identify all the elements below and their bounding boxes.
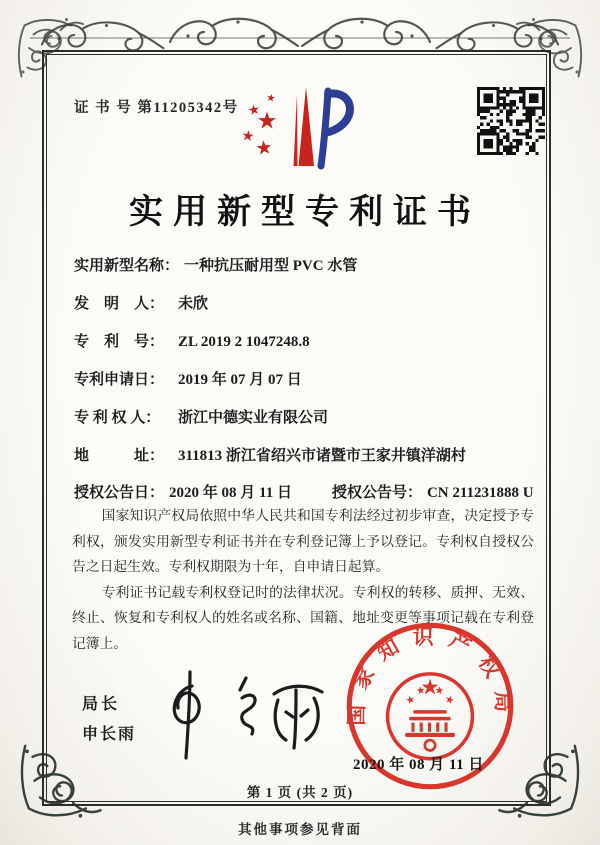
director-signature — [146, 662, 346, 766]
grant-date — [74, 481, 292, 503]
national-emblem-icon — [388, 674, 473, 759]
field-patent-no — [74, 330, 544, 352]
field-name — [74, 254, 544, 276]
field-filing-date — [74, 368, 544, 390]
seal-date: 2020 年 08 月 11 日 — [353, 757, 484, 773]
field-label: 专 利 号： — [74, 334, 165, 350]
field-label: 专利申请日： — [74, 372, 165, 388]
field-value: 2020 年 08 月 11 日 — [169, 485, 292, 501]
back-side-note: 其他事项参见背面 — [238, 822, 362, 837]
field-value: 311813 浙江省绍兴市诸暨市王家井镇洋湖村 — [178, 448, 466, 464]
field-value: 浙江中德实业有限公司 — [178, 410, 329, 426]
field-label: 实用新型名称： — [74, 258, 180, 274]
field-patentee — [74, 406, 544, 428]
legal-paragraph-2: 专利证书记载专利权登记时的法律状况。专利权的转移、质押、无效、终止、恢复和专利权人的姓名或名称、国籍、地址变更等事项记载在专利登记簿上。 — [72, 584, 534, 651]
field-inventor — [74, 292, 544, 314]
certificate-title: 实用新型专利证书 — [129, 194, 481, 231]
director-name: 申长雨 — [82, 726, 137, 743]
field-address — [74, 444, 544, 466]
field-value: ZL 2019 2 1047248.8 — [178, 334, 310, 350]
certificate-number: 证 书 号 第11205342号 — [74, 100, 239, 116]
legal-paragraph-1: 国家知识产权局依照中华人民共和国专利法经过初步审查，决定授予专利权，颁发实用新型专利证书并在专利登记簿上予以登记。专利权自授权公告之日起生效。专利权期限为十年，自申请日起算。 — [72, 508, 534, 574]
field-label: 授权公告日： — [74, 485, 165, 501]
certificate-fields — [74, 254, 544, 519]
field-label: 授权公告号： — [331, 485, 422, 501]
field-label: 发 明 人： — [74, 296, 165, 312]
field-label: 专 利 权 人： — [74, 410, 161, 426]
field-label: 地 址： — [74, 448, 165, 464]
cnipa-logo-icon — [240, 82, 360, 174]
field-value: CN 211231888 U — [426, 485, 534, 501]
director-title: 局长 — [82, 696, 121, 713]
grant-number — [332, 481, 534, 503]
qr-code — [477, 87, 545, 155]
field-value: 未欣 — [178, 296, 209, 312]
field-value: 2019 年 07 月 07 日 — [178, 372, 302, 388]
field-grant — [74, 481, 544, 503]
page-number: 第 1 页 (共 2 页) — [246, 785, 354, 800]
seal-text: 国家知识产权局 — [346, 626, 514, 726]
field-value: 一种抗压耐用型 PVC 水管 — [184, 258, 358, 274]
